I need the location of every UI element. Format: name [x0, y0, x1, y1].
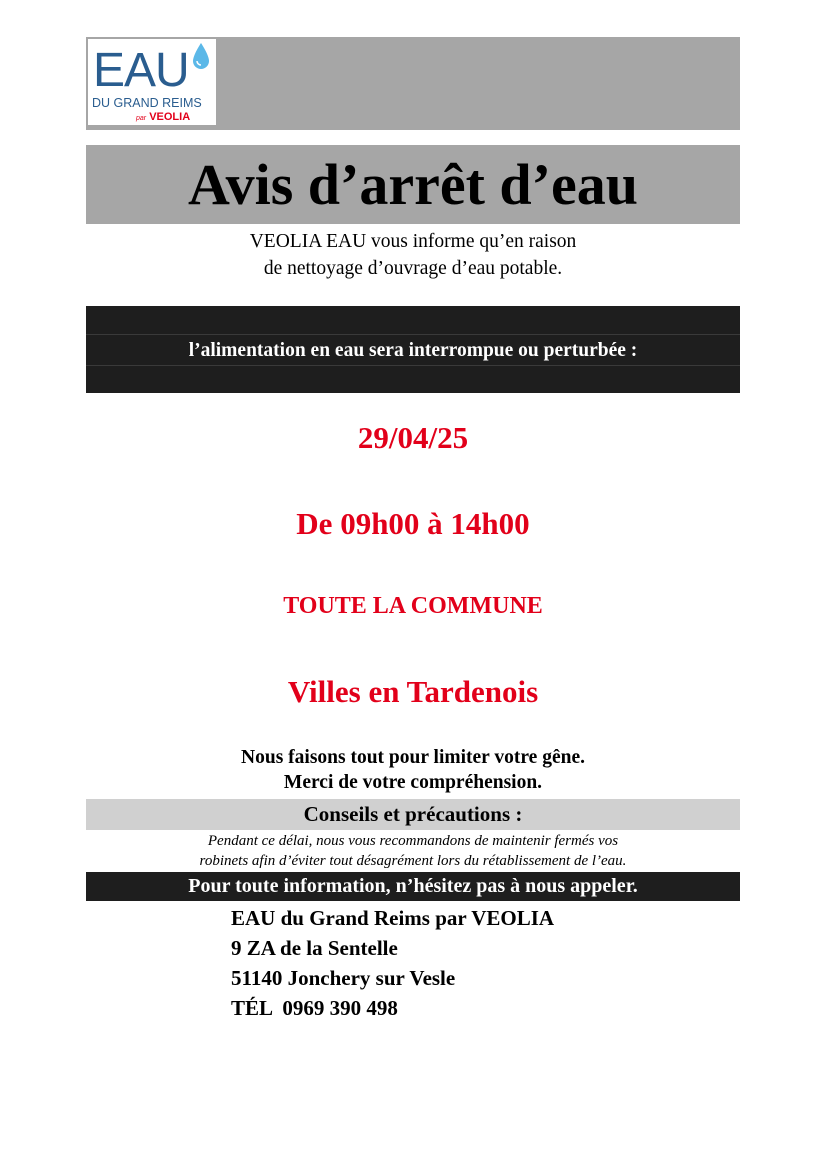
contact-name: EAU du Grand Reims par VEOLIA — [231, 906, 555, 930]
info-text: Pour toute information, n’hésitez pas à nous appeler. — [188, 875, 638, 897]
outage-area: TOUTE LA COMMUNE — [283, 593, 543, 619]
outage-time-range: De 09h00 à 14h00 — [296, 506, 530, 541]
alert-text: l’alimentation en eau sera interrompue ou perturbée : — [188, 340, 638, 361]
alert-band-divider — [86, 334, 740, 335]
contact-phone: TÉL 0969 390 498 — [231, 996, 398, 1020]
advice-line-2: robinets afin d’éviter tout désagrément lors du rétablissement de l’eau. — [199, 853, 627, 869]
thanks-line-2: Merci de votre compréhension. — [283, 772, 543, 793]
intro-line-2: de nettoyage d’ouvrage d’eau potable. — [263, 258, 563, 279]
logo-subtitle: DU GRAND REIMS — [92, 96, 202, 110]
water-drop-icon — [192, 42, 210, 70]
logo-partner-name: VEOLIA — [149, 111, 191, 123]
logo-partner — [136, 111, 190, 125]
outage-town: Villes en Tardenois — [287, 674, 539, 709]
alert-band-divider — [86, 365, 740, 366]
logo-brand-text: EAU — [93, 44, 189, 97]
advice-title: Conseils et précautions : — [303, 802, 523, 826]
contact-street: 9 ZA de la Sentelle — [231, 936, 398, 960]
notice-title: Avis d’arrêt d’eau — [188, 152, 638, 217]
eau-grand-reims-logo — [88, 39, 216, 125]
advice-line-1: Pendant ce délai, nous vous recommandons de maintenir fermés vos — [207, 833, 619, 849]
thanks-text — [86, 745, 740, 795]
thanks-line-1: Nous faisons tout pour limiter votre gêne. — [241, 747, 585, 768]
advice-text — [86, 831, 740, 871]
logo-par-text: par — [136, 115, 147, 122]
intro-line-1: VEOLIA EAU vous informe qu’en raison — [249, 231, 577, 252]
intro-text — [86, 228, 740, 282]
contact-block — [231, 903, 731, 1023]
contact-city: 51140 Jonchery sur Vesle — [231, 966, 456, 990]
outage-date: 29/04/25 — [357, 420, 469, 455]
